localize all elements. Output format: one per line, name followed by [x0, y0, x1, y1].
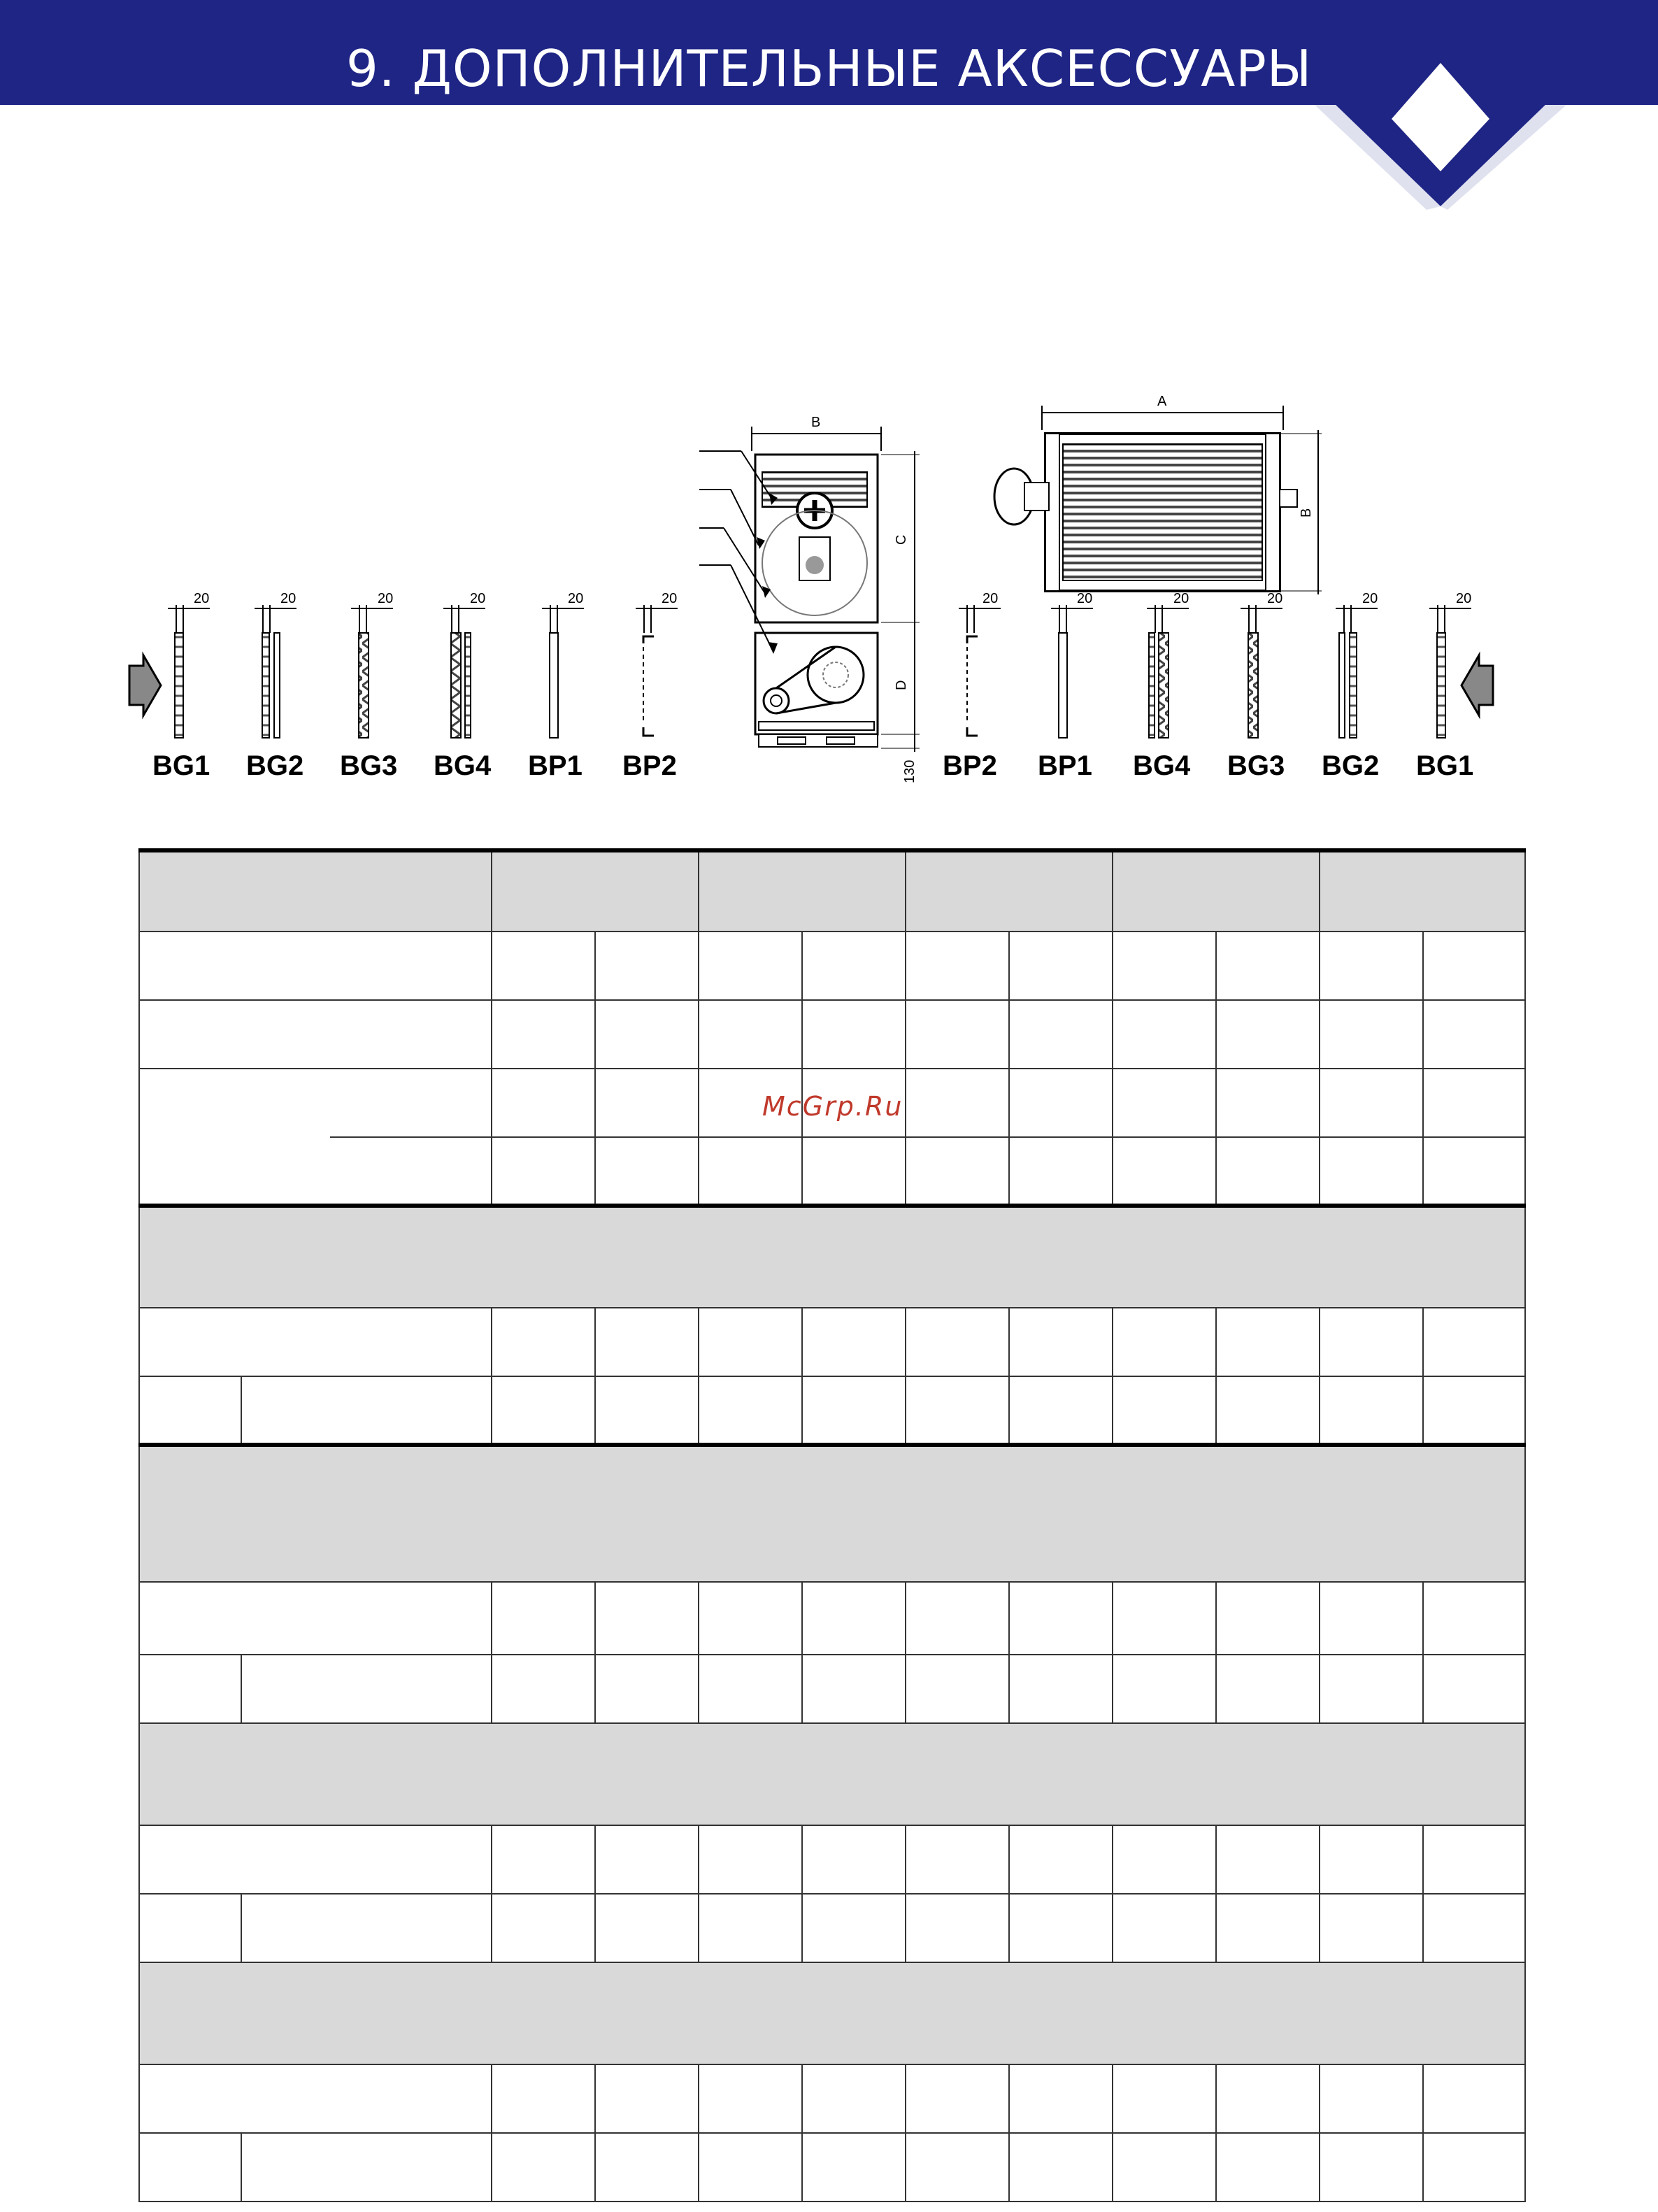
table-cell — [699, 2133, 802, 2202]
accessory-bp1-right — [1038, 591, 1093, 781]
table-cell — [595, 1894, 699, 1962]
table-cell — [139, 1206, 1525, 1308]
table-cell — [699, 850, 906, 932]
accessory-bg2-left — [246, 591, 303, 781]
table-cell — [1113, 1000, 1216, 1069]
watermark-text: McGrp.Ru — [762, 1091, 903, 1122]
table-cell — [1113, 1582, 1216, 1655]
table-cell — [699, 1582, 802, 1655]
spacing-label: 20 — [378, 591, 394, 606]
table-cell — [241, 1894, 492, 1962]
table-cell — [595, 1582, 699, 1655]
table-cell — [1216, 1308, 1320, 1376]
table-cell — [699, 1000, 802, 1069]
table-row — [139, 1137, 1525, 1206]
table-cell — [1423, 1582, 1525, 1655]
table-cell — [1320, 1894, 1423, 1962]
table-cell — [906, 850, 1113, 932]
table-cell — [699, 1308, 802, 1376]
table-cell — [595, 1308, 699, 1376]
table-cell — [139, 1445, 1525, 1582]
accessory-bp1-left — [528, 591, 584, 781]
table-cell — [139, 1137, 492, 1206]
table-row — [139, 2133, 1525, 2202]
table-cell — [1009, 2133, 1113, 2202]
table-cell — [802, 1894, 906, 1962]
base-height-label: 130 — [902, 759, 917, 783]
table-cell — [595, 1069, 699, 1137]
spacing-label: 20 — [1267, 591, 1283, 606]
table-section-band — [139, 1445, 1525, 1582]
table-cell — [595, 2133, 699, 2202]
table-cell — [492, 1137, 595, 1206]
table-row — [139, 1000, 1525, 1069]
table-cell — [139, 850, 492, 932]
table-cell — [1113, 2133, 1216, 2202]
table-cell — [1320, 1000, 1423, 1069]
accessory-label: BG4 — [1133, 750, 1191, 781]
table-cell — [699, 1376, 802, 1445]
table-cell — [1216, 1069, 1320, 1137]
accessory-label: BP2 — [622, 750, 677, 781]
accessory-bp2-right — [943, 591, 1001, 781]
accessory-bg3-left — [340, 591, 397, 781]
table-cell — [1009, 1894, 1113, 1962]
table-cell — [1320, 2133, 1423, 2202]
table-cell — [241, 1655, 492, 1723]
table-cell — [1216, 2064, 1320, 2133]
table-cell — [241, 2133, 492, 2202]
table-cell — [1320, 850, 1525, 932]
spacing-label: 20 — [662, 591, 678, 606]
table-cell — [595, 932, 699, 1000]
table-cell — [139, 1000, 492, 1069]
table-cell — [802, 932, 906, 1000]
table-cell — [1423, 1894, 1525, 1962]
table-cell — [699, 2064, 802, 2133]
table-cell — [1113, 1308, 1216, 1376]
table-cell — [595, 1000, 699, 1069]
table-cell — [1009, 1376, 1113, 1445]
table-cell — [1009, 1000, 1113, 1069]
table-cell — [1009, 932, 1113, 1000]
table-row — [139, 1308, 1525, 1376]
table-header-row — [139, 850, 1525, 932]
table-cell — [1423, 1655, 1525, 1723]
table-cell — [1320, 1137, 1423, 1206]
accessory-bg4-right — [1133, 591, 1191, 781]
table-row — [139, 1376, 1525, 1445]
accessories-diagram — [0, 378, 1658, 797]
table-cell — [906, 1376, 1009, 1445]
table-cell — [906, 2133, 1009, 2202]
table-cell — [492, 850, 699, 932]
table-cell — [595, 2064, 699, 2133]
table-cell — [906, 2064, 1009, 2133]
table-cell — [1320, 1376, 1423, 1445]
table-cell — [1423, 1137, 1525, 1206]
table-cell — [1009, 1137, 1113, 1206]
spacing-label: 20 — [1173, 591, 1189, 606]
table-cell — [906, 1137, 1009, 1206]
accessory-bg2-right — [1322, 591, 1379, 781]
spacing-label: 20 — [568, 591, 584, 606]
table-cell — [139, 1894, 241, 1962]
table-cell — [492, 1825, 595, 1894]
table-cell — [492, 1376, 595, 1445]
table-cell — [492, 932, 595, 1000]
table-cell — [699, 1894, 802, 1962]
table-cell — [802, 1825, 906, 1894]
table-cell — [906, 1582, 1009, 1655]
accessory-label: BP1 — [1038, 750, 1092, 781]
airflow-arrow-right — [1462, 655, 1493, 715]
table-cell — [595, 1137, 699, 1206]
airflow-arrow-left — [129, 655, 161, 715]
spacing-label: 20 — [470, 591, 486, 606]
table-row — [139, 1825, 1525, 1894]
table-cell — [1423, 1825, 1525, 1894]
table-cell — [906, 932, 1009, 1000]
table-cell — [1423, 1069, 1525, 1137]
spacing-label: 20 — [1456, 591, 1472, 606]
table-cell — [802, 1137, 906, 1206]
table-cell — [1216, 1894, 1320, 1962]
spacing-label: 20 — [194, 591, 210, 606]
table-cell — [906, 1000, 1009, 1069]
table-cell — [1113, 850, 1320, 932]
table-row — [139, 1582, 1525, 1655]
table-cell — [595, 1825, 699, 1894]
dimension-a-label: A — [1157, 394, 1167, 409]
dimension-b-side-label: B — [1299, 508, 1314, 518]
table-row — [139, 932, 1525, 1000]
table-cell — [1320, 1825, 1423, 1894]
table-cell — [1423, 1376, 1525, 1445]
table-cell — [139, 1655, 241, 1723]
spacing-label: 20 — [982, 591, 999, 606]
table-cell — [1216, 932, 1320, 1000]
table-cell — [1423, 932, 1525, 1000]
table-cell — [1423, 2064, 1525, 2133]
accessory-bp2-left — [622, 591, 678, 781]
table-cell — [906, 1308, 1009, 1376]
table-cell — [1009, 1308, 1113, 1376]
table-cell — [492, 1069, 595, 1137]
accessory-spec-table — [138, 848, 1526, 2202]
table-cell — [802, 1000, 906, 1069]
table-cell — [595, 1376, 699, 1445]
accessory-label: BG1 — [1416, 750, 1474, 781]
accessory-label: BG2 — [246, 750, 304, 781]
table-cell — [1009, 1825, 1113, 1894]
table-cell — [1320, 2064, 1423, 2133]
table-cell — [1113, 1137, 1216, 1206]
table-cell — [492, 2064, 595, 2133]
table-section-band — [139, 1206, 1525, 1308]
table-cell — [1216, 1137, 1320, 1206]
table-cell — [1009, 2064, 1113, 2133]
table-cell — [1009, 1655, 1113, 1723]
table-cell — [492, 1894, 595, 1962]
table-cell — [139, 1962, 1525, 2064]
table-cell — [802, 2133, 906, 2202]
table-cell — [906, 1894, 1009, 1962]
table-cell — [1216, 1582, 1320, 1655]
table-cell — [802, 1582, 906, 1655]
table-cell — [906, 1655, 1009, 1723]
table-row — [139, 1655, 1525, 1723]
table-cell — [802, 2064, 906, 2133]
table-cell — [802, 1376, 906, 1445]
table-cell — [1216, 1825, 1320, 1894]
table-cell — [1216, 2133, 1320, 2202]
table-cell — [699, 1825, 802, 1894]
dimension-b-label: B — [811, 415, 821, 430]
unit-front-view — [699, 415, 920, 783]
table-section-band — [139, 1962, 1525, 2064]
table-cell — [492, 1655, 595, 1723]
table-cell — [1113, 1655, 1216, 1723]
table-cell — [1216, 1655, 1320, 1723]
table-cell — [1423, 2133, 1525, 2202]
table-cell — [595, 1655, 699, 1723]
table-cell — [139, 1308, 492, 1376]
accessory-label: BP1 — [528, 750, 583, 781]
accessory-bg4-left — [434, 591, 492, 781]
table-cell — [1320, 1069, 1423, 1137]
spacing-label: 20 — [1077, 591, 1093, 606]
table-cell — [492, 1582, 595, 1655]
table-cell — [1113, 1894, 1216, 1962]
table-cell — [1113, 1376, 1216, 1445]
table-row — [139, 2064, 1525, 2133]
table-cell — [699, 1137, 802, 1206]
table-cell — [492, 1308, 595, 1376]
table-cell — [1113, 2064, 1216, 2133]
table-cell — [1009, 1069, 1113, 1137]
table-cell — [139, 1376, 241, 1445]
table-cell — [1009, 1582, 1113, 1655]
table-cell — [139, 932, 492, 1000]
table-cell — [139, 2064, 492, 2133]
table-cell — [241, 1376, 492, 1445]
accessory-label: BG1 — [152, 750, 210, 781]
dimension-d-label: D — [894, 680, 909, 690]
accessory-label: BP2 — [943, 750, 997, 781]
table-cell — [139, 1582, 492, 1655]
table-cell — [1320, 1308, 1423, 1376]
table-cell — [139, 1723, 1525, 1825]
accessory-bg3-right — [1227, 591, 1285, 781]
table-cell — [1113, 1069, 1216, 1137]
table-cell — [1320, 1582, 1423, 1655]
table-cell — [802, 1655, 906, 1723]
spacing-label: 20 — [280, 591, 296, 606]
table-cell — [139, 1825, 492, 1894]
page-title: 9. ДОПОЛНИТЕЛЬНЫЕ АКСЕССУАРЫ — [346, 39, 1313, 98]
table-cell — [139, 2133, 241, 2202]
table-section-band — [139, 1723, 1525, 1825]
accessory-label: BG3 — [1227, 750, 1285, 781]
diamond-logo-icon — [1315, 0, 1566, 210]
table-cell — [1320, 1655, 1423, 1723]
table-cell — [699, 1655, 802, 1723]
table-cell — [1113, 932, 1216, 1000]
table-cell — [906, 1069, 1009, 1137]
table-cell — [1320, 932, 1423, 1000]
table-cell — [1423, 1308, 1525, 1376]
accessory-label: BG3 — [340, 750, 398, 781]
table-cell — [1216, 1376, 1320, 1445]
spacing-label: 20 — [1362, 591, 1378, 606]
table-cell — [1216, 1000, 1320, 1069]
table-cell — [906, 1825, 1009, 1894]
table-cell — [492, 1000, 595, 1069]
accessory-label: BG2 — [1322, 750, 1380, 781]
table-cell — [139, 1069, 492, 1137]
table-cell — [699, 932, 802, 1000]
table-cell — [492, 2133, 595, 2202]
table-cell — [802, 1308, 906, 1376]
table-cell — [1423, 1000, 1525, 1069]
unit-side-view — [994, 394, 1322, 594]
dimension-c-label: C — [894, 534, 909, 545]
table-cell — [1113, 1825, 1216, 1894]
accessory-label: BG4 — [434, 750, 492, 781]
table-row — [139, 1894, 1525, 1962]
